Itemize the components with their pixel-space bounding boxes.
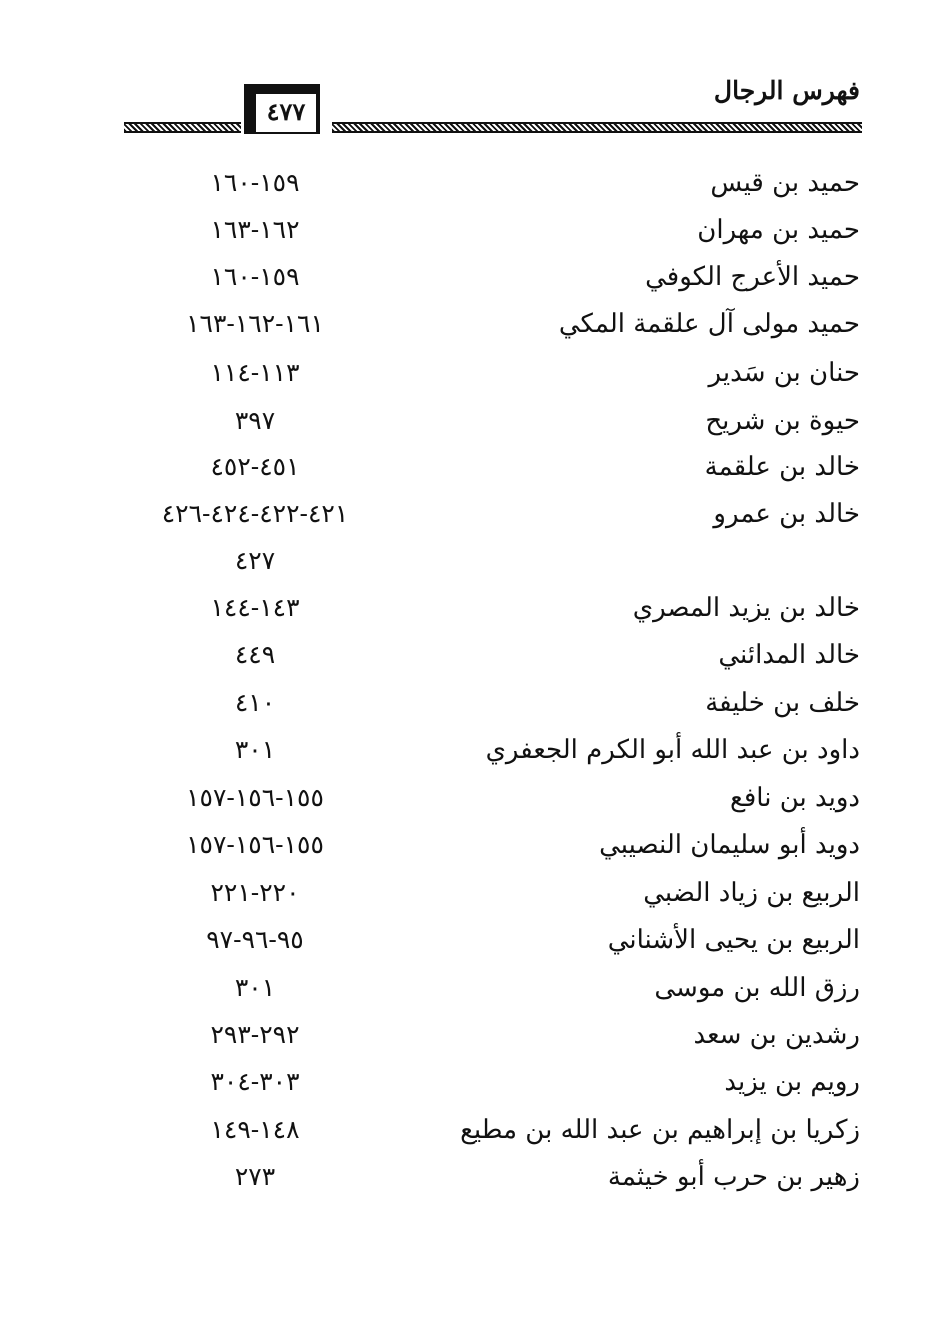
index-entry: [0, 775, 936, 821]
page-number: ٤٧٧: [266, 97, 306, 126]
entry-name: خالد المدائني: [718, 640, 860, 670]
entry-pages: ٣٠١: [234, 973, 276, 1002]
entry-pages: ٢٩٢-٢٩٣: [210, 1020, 300, 1049]
entry-name: حميد الأعرج الكوفي: [645, 262, 860, 292]
index-entry: [0, 1059, 936, 1105]
entry-pages: ١٥٥-١٥٦-١٥٧: [186, 783, 324, 812]
entry-name: دويد بن نافع: [730, 783, 860, 813]
entry-pages: ١٦١-١٦٢-١٦٣: [186, 309, 324, 338]
entry-name: خالد بن يزيد المصري: [632, 593, 860, 623]
entry-pages: ٤١٠: [234, 688, 276, 717]
entry-name: رويم بن يزيد: [724, 1067, 860, 1097]
entry-pages: ١٥٩-١٦٠: [210, 262, 300, 291]
entry-pages: ٢٧٣: [234, 1162, 276, 1191]
index-entry: [0, 350, 936, 396]
entry-name: حميد بن قيس: [710, 168, 860, 198]
entry-pages: ١٥٩-١٦٠: [210, 168, 300, 197]
index-entry: [0, 1154, 936, 1200]
index-entry: [0, 822, 936, 868]
index-entry: [0, 1107, 936, 1153]
index-entry: [0, 160, 936, 206]
running-title: فهرس الرجال: [713, 76, 860, 105]
entry-name: الربيع بن يحيى الأشناني: [607, 925, 860, 955]
index-entry: [0, 398, 936, 444]
entry-name: حيوة بن شريح: [705, 406, 860, 436]
entry-pages: ١٥٥-١٥٦-١٥٧: [186, 830, 324, 859]
entry-name: زهير بن حرب أبو خيثمة: [607, 1162, 860, 1192]
header-rule-right: [332, 122, 862, 133]
entry-pages: ١١٣-١١٤: [210, 358, 300, 387]
index-entry: [0, 301, 936, 347]
entry-name: الربيع بن زياد الضبي: [643, 878, 860, 908]
entry-pages: ٣٠٣-٣٠٤: [210, 1067, 300, 1096]
index-entry: [0, 538, 936, 584]
header-rule-left: [124, 122, 241, 133]
index-entry: [0, 870, 936, 916]
entry-pages: ١٦٢-١٦٣: [210, 215, 300, 244]
index-entry: [0, 444, 936, 490]
index-entry: [0, 585, 936, 631]
entry-name: حميد بن مهران: [697, 215, 860, 245]
entry-name: زكريا بن إبراهيم بن عبد الله بن مطيع: [460, 1115, 860, 1145]
entry-name: رشدين بن سعد: [693, 1020, 860, 1050]
index-entry: [0, 1012, 936, 1058]
entry-pages: ٣٩٧: [234, 406, 276, 435]
index-entry: [0, 965, 936, 1011]
index-entry: [0, 207, 936, 253]
entry-name: خالد بن عمرو: [713, 499, 860, 529]
index-entry: [0, 680, 936, 726]
entry-pages: ٤٤٩: [234, 640, 276, 669]
entry-name: خالد بن علقمة: [704, 452, 860, 482]
index-entry: [0, 727, 936, 773]
entry-pages: ٤٥١-٤٥٢: [210, 452, 300, 481]
entry-name: دويد أبو سليمان النصيبي: [599, 830, 860, 860]
entry-pages: ٢٢٠-٢٢١: [210, 878, 300, 907]
index-entry: [0, 917, 936, 963]
entry-pages: ٩٥-٩٦-٩٧: [206, 925, 304, 954]
entry-name: خلف بن خليفة: [705, 688, 860, 718]
entry-name: رزق الله بن موسى: [654, 973, 860, 1003]
page-number-box: [244, 84, 324, 137]
entry-pages: ٤٢٧: [234, 546, 276, 575]
index-entry: [0, 491, 936, 537]
entry-pages: ١٤٨-١٤٩: [210, 1115, 300, 1144]
entry-pages: ٤٢١-٤٢٢-٤٢٤-٤٢٦: [161, 499, 349, 528]
entry-name: حنان بن سَدير: [708, 358, 860, 388]
entry-pages: ١٤٣-١٤٤: [210, 593, 300, 622]
entry-pages: ٣٠١: [234, 735, 276, 764]
entry-name: حميد مولى آل علقمة المكي: [558, 309, 860, 339]
index-entry: [0, 632, 936, 678]
entry-name: داود بن عبد الله أبو الكرم الجعفري: [485, 735, 860, 765]
index-entry: [0, 254, 936, 300]
